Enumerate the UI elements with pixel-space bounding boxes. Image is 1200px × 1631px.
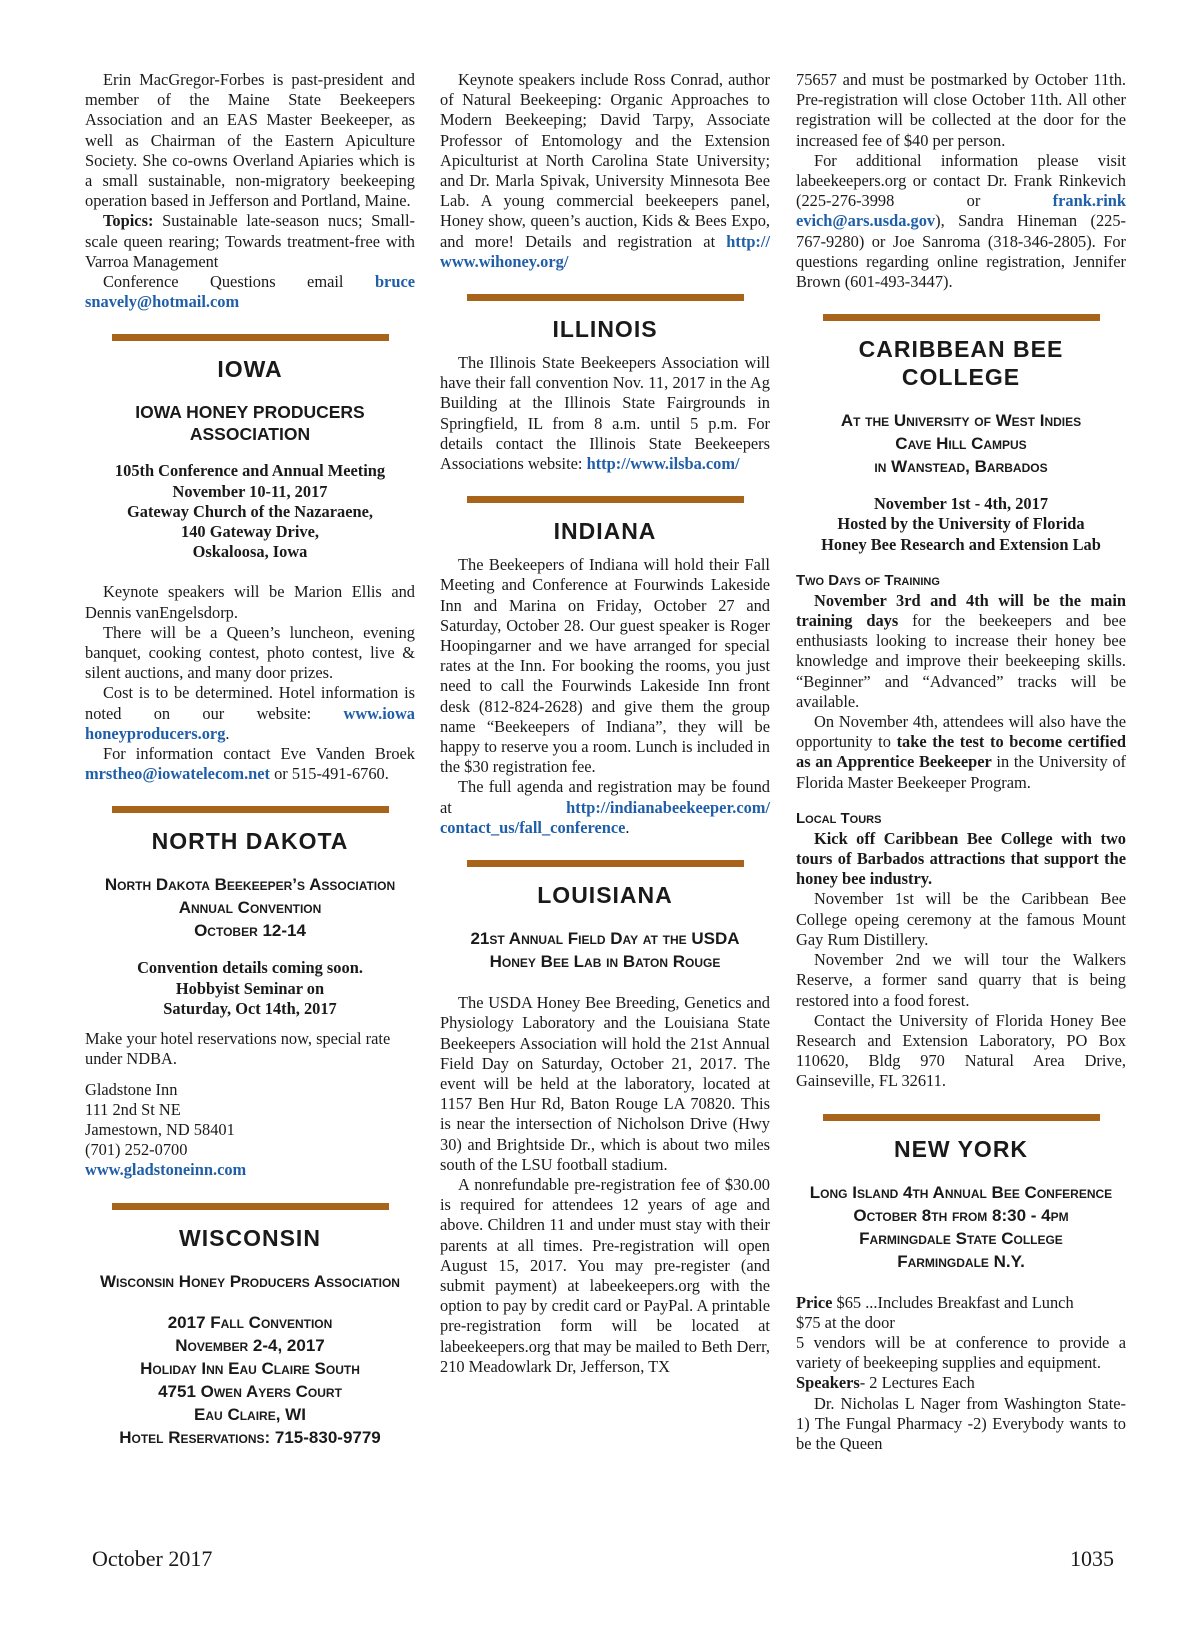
iowa-events: There will be a Queen’s luncheon, evening banquet, cooking contest, photo contest, live & silent auctions, and many door prizes. xyxy=(85,622,415,683)
questions-paragraph xyxy=(85,272,415,312)
ny-sub-line: Long Island 4th Annual Bee Conference xyxy=(809,1182,1113,1202)
training-text: for the beekeepers and bee enthusiasts looking to increase their honey bee knowledge and improve their beekeeping skills. “Beginner” and “Advanced” tracks will be available. xyxy=(796,611,1126,711)
tours-bold: Kick off Caribbean Bee College with two tours of Barbados attractions that support the honey bee industry. xyxy=(796,828,1126,889)
iowa-event-details xyxy=(85,461,415,562)
ny-speakers xyxy=(796,1373,1126,1393)
wi-event-line: Hotel Reservations: 715-830-9779 xyxy=(119,1427,381,1447)
wi-event-line: Eau Claire, WI xyxy=(194,1404,306,1424)
iowa-event-line: Gateway Church of the Nazaraene, xyxy=(127,501,373,521)
cb-sub-line: in Wanstead, Barbados xyxy=(874,457,1048,477)
iowa-subtitle: IOWA HONEY PRODUCERS ASSOCIATION xyxy=(135,402,365,445)
section-divider xyxy=(823,314,1100,321)
caribbean-heading: CARIBBEAN BEE COLLEGE xyxy=(858,336,1064,391)
cb-sub-line: Cave Hill Campus xyxy=(895,434,1027,454)
cert-text-2: in the University of Florida Master Beekeeper Program. xyxy=(796,752,1127,792)
cb-detail-line: Hosted by the University of Florida xyxy=(837,514,1085,534)
iowa-contact-phone: or 515-491-6760. xyxy=(270,764,389,784)
ny-sub-line: October 8th from 8:30 - 4pm xyxy=(853,1205,1069,1225)
section-divider xyxy=(112,1203,389,1210)
tours-paragraph-1: November 1st will be the Caribbean Bee College opeing ceremony at the famous Mount Gay Rum Distillery. xyxy=(796,889,1126,949)
nd-sub-line: October 12-14 xyxy=(194,921,306,941)
nd-sub-line: Annual Convention xyxy=(178,898,322,918)
wisconsin-heading: WISCONSIN xyxy=(179,1224,321,1251)
ny-vendors: 5 vendors will be at conference to provide a variety of beekeeping supplies and equipment. xyxy=(796,1332,1126,1373)
ilsba-link[interactable]: http://www.ilsba.com/ xyxy=(586,454,740,474)
louisiana-subtitle xyxy=(440,927,770,973)
illinois-heading: ILLINOIS xyxy=(552,316,658,343)
la-sub-line: 21st Annual Field Day at the USDA xyxy=(470,929,740,949)
north-dakota-heading: NORTH DAKOTA xyxy=(151,828,349,855)
iowa-contact xyxy=(85,744,415,784)
la-email-link[interactable]: frank.rink evich@ars.usda.gov xyxy=(796,191,1126,231)
ny-sub-line: Farmingdale State College xyxy=(859,1228,1063,1248)
new-york-subtitle xyxy=(796,1181,1126,1273)
illinois-paragraph xyxy=(440,353,770,474)
wihoney-link[interactable]: http:// www.wihoney.org/ xyxy=(440,231,770,271)
questions-email-link[interactable]: bruce snavely@hotmail.com xyxy=(85,272,415,312)
footer-issue-date: October 2017 xyxy=(92,1546,213,1571)
nd-address-line: (701) 252-0700 xyxy=(85,1140,188,1160)
iowa-event-line: 105th Conference and Annual Meeting xyxy=(114,461,386,481)
louisiana-contact xyxy=(796,151,1126,292)
indiana-agenda xyxy=(440,777,770,838)
nd-detail-line: Saturday, Oct 14th, 2017 xyxy=(163,998,337,1018)
iowa-event-line: November 10-11, 2017 xyxy=(172,481,328,501)
north-dakota-subtitle xyxy=(85,873,415,942)
training-paragraph xyxy=(796,591,1126,712)
ny-price xyxy=(796,1293,1126,1313)
topics-label: Topics: xyxy=(103,211,154,231)
topics-paragraph xyxy=(85,211,415,272)
iowa-event-line: 140 Gateway Drive, xyxy=(181,522,319,542)
nd-hotel-note: Make your hotel reservations now, special rate under NDBA. xyxy=(85,1029,391,1069)
la-contact-text-2: ), Sandra Hineman (225-767-9280) or Joe Sanroma (318-346-2805). For questions regarding online registration, Jennifer Brown (601-493-3447). xyxy=(796,211,1126,292)
iowa-event-line: Oskaloosa, Iowa xyxy=(192,542,308,562)
nd-address-line: Gladstone Inn xyxy=(85,1079,178,1099)
iowa-heading: IOWA xyxy=(217,356,283,383)
north-dakota-details xyxy=(85,958,415,1019)
cb-detail-line: November 1st - 4th, 2017 xyxy=(873,494,1049,514)
column-1 xyxy=(85,70,415,1449)
nd-address-line: 111 2nd St NE xyxy=(85,1099,181,1119)
section-divider xyxy=(823,1114,1100,1121)
indiana-link[interactable]: http://indianabeekeeper.com/ contact_us/fall_conference xyxy=(440,797,770,837)
section-divider xyxy=(112,334,389,341)
iowa-cost-text: Cost is to be determined. Hotel information is noted on our website: xyxy=(85,683,415,723)
cert-bold: take the test to become certified as an Apprentice Beekeeper xyxy=(796,732,1126,772)
section-divider xyxy=(112,806,389,813)
nd-website-link[interactable]: www.gladstoneinn.com xyxy=(85,1160,247,1180)
ny-speakers-label: Speakers xyxy=(796,1373,860,1393)
questions-text: Conference Questions email xyxy=(103,272,375,292)
indiana-heading: INDIANA xyxy=(553,518,657,545)
ny-sub-line: Farmingdale N.Y. xyxy=(897,1251,1025,1271)
section-divider xyxy=(467,860,744,867)
wi-event-line: 2017 Fall Convention xyxy=(167,1312,333,1332)
louisiana-paragraph-3: 75657 and must be postmarked by October 11th. Pre-registration will close October 11th. All other registration will be collected at the door for the increased fee of $40 per person. xyxy=(796,70,1126,150)
topics-text: Sustainable late-season nucs; Small-scale queen rearing; Towards treatment-free with Varroa Management xyxy=(85,211,415,271)
speaker-bio: Erin MacGregor-Forbes is past-president and member of the Maine State Beekeepers Association and an EAS Master Beekeeper, as well as Chairman of the Eastern Apiculture Society. She co-owns Overland Apiaries which is a small sustainable, non-migratory beekeeping operation based in Jefferson and Portland, Maine. xyxy=(85,70,415,211)
wi-event-line: November 2-4, 2017 xyxy=(175,1335,325,1355)
nd-detail-line: Hobbyist Seminar on xyxy=(175,978,325,998)
new-york-heading: NEW YORK xyxy=(893,1135,1029,1162)
ny-speaker-1: Dr. Nicholas L Nager from Washington State- 1) The Fungal Pharmacy -2) Everybody wants to be the Queen xyxy=(796,1393,1126,1453)
nd-address xyxy=(85,1080,415,1181)
nd-detail-line: Convention details coming soon. xyxy=(137,958,363,978)
tours-intro xyxy=(796,829,1126,890)
louisiana-heading: LOUISIANA xyxy=(537,882,673,909)
certification-paragraph xyxy=(796,712,1126,793)
tours-heading: Local Tours xyxy=(796,809,882,827)
wisconsin-subtitle: Wisconsin Honey Producers Association xyxy=(100,1271,400,1291)
louisiana-paragraph-1: The USDA Honey Bee Breeding, Genetics and Physiology Laboratory and the Louisiana State Beekeepers Association will hold the 21st Annual Field Day on Saturday, October 21, 2017. The event will be held at the laboratory, located at 1157 Ben Hur Rd, Baton Rouge LA 70820. This is near the intersection of Nicholson Drive (Hwy 30) and Brightside Dr., which is about two miles south of the LSU football stadium. xyxy=(440,993,770,1174)
iowa-cost xyxy=(85,683,415,744)
caribbean-subtitle xyxy=(796,409,1126,478)
wi-keynote-text: Keynote speakers include Ross Conrad, author of Natural Beekeeping: Organic Approaches to Modern Beekeeping; David Tarpy, Associate Professor of Entomology and the Extension Apiculturist at North Carolina State University; and Dr. Marla Spivak, University Minnesota Bee Lab. A young commercial beekeepers panel, Honey show, queen’s auction, Kids & Bees Expo, and more! Details and registration at xyxy=(440,70,770,251)
indiana-agenda-text: The full agenda and registration may be found at xyxy=(440,777,770,817)
tours-contact: Contact the University of Florida Honey Bee Research and Extension Laboratory, PO Box 110620, Bldg 970 Natural Area Drive, Gainseville, FL 32611. xyxy=(796,1010,1126,1091)
section-divider xyxy=(467,496,744,503)
wisconsin-event-details xyxy=(85,1311,415,1449)
iowa-website-link[interactable]: www.iowa honeyproducers.org xyxy=(85,703,415,743)
footer-page-number: 1035 xyxy=(1070,1546,1114,1571)
ny-price-text: $65 ...Includes Breakfast and Lunch xyxy=(832,1292,1074,1312)
ny-price-label: Price xyxy=(796,1292,833,1312)
nd-sub-line: North Dakota Beekeeper’s Association xyxy=(104,875,396,895)
ny-speakers-text: - 2 Lectures Each xyxy=(859,1373,975,1393)
louisiana-paragraph-2: A nonrefundable pre-registration fee of $30.00 is required for attendees 12 years of age and above. Children 11 and under must stay with their parents at all times. Pre-registration will open August 15, 2017. You may pre-register (and submit payment) at labeekeepers.org with the option to pay by credit card or PayPal. A printable pre-registration form will be located at labeekeepers.org that may be mailed to Beth Derr, 210 Meadowlark Dr, Jefferson, TX xyxy=(440,1174,770,1376)
nd-address-line: Jamestown, ND 58401 xyxy=(85,1119,235,1139)
illinois-text: The Illinois State Beekeepers Association will have their fall convention Nov. 11, 2017 in the Ag Building at the Illinois State Fairgrounds in Springfield, IL from 8 a.m. until 5 p.m. For details contact the Illinois State Beekeepers Associations website: xyxy=(440,353,770,474)
iowa-keynote: Keynote speakers will be Marion Ellis and Dennis vanEngelsdorp. xyxy=(85,582,415,622)
cb-sub-line: At the University of West Indies xyxy=(840,411,1082,431)
cb-detail-line: Honey Bee Research and Extension Lab xyxy=(821,534,1101,554)
ny-door-price: $75 at the door xyxy=(796,1312,895,1332)
la-sub-line: Honey Bee Lab in Baton Rouge xyxy=(489,952,721,972)
la-contact-text: For additional information please visit labeekeepers.org or contact Dr. Frank Rinkevich (225-276-3998 or xyxy=(796,150,1126,211)
iowa-cost-end: . xyxy=(225,723,230,743)
indiana-agenda-end: . xyxy=(625,817,630,837)
training-bold: November 3rd and 4th will be the main training days xyxy=(796,590,1126,631)
section-divider xyxy=(467,294,744,301)
cert-text: On November 4th, attendees will also have the opportunity to xyxy=(796,712,1126,752)
wi-event-line: Holiday Inn Eau Claire South xyxy=(140,1358,360,1378)
wi-keynote-paragraph xyxy=(440,70,770,272)
wi-event-line: 4751 Owen Ayers Court xyxy=(158,1381,342,1401)
caribbean-details xyxy=(796,494,1126,555)
indiana-paragraph: The Beekeepers of Indiana will hold their Fall Meeting and Conference at Fourwinds Lakeside Inn and Marina on Friday, October 27 and Saturday, October 28. Our guest speaker is Roger Hoopingarner and we have arranged for special rates at the Inn. For booking the rooms, you just need to call the Fourwinds Lakeside Inn front desk (812-824-2628) and give them the group name “Beekeepers of Indiana”, they will be happy to reserve you a room. Lunch is included in the $30 registration fee. xyxy=(440,555,770,777)
column-3 xyxy=(796,70,1126,1454)
tours-paragraph-2: November 2nd we will tour the Walkers Reserve, a former sand quarry that is being restored into a food forest. xyxy=(796,950,1126,1010)
iowa-contact-text: For information contact Eve Vanden Broek xyxy=(103,744,415,764)
iowa-email-link[interactable]: mrstheo@iowatelecom.net xyxy=(85,764,271,784)
training-heading: Two Days of Training xyxy=(796,571,940,589)
column-2 xyxy=(440,70,770,1377)
